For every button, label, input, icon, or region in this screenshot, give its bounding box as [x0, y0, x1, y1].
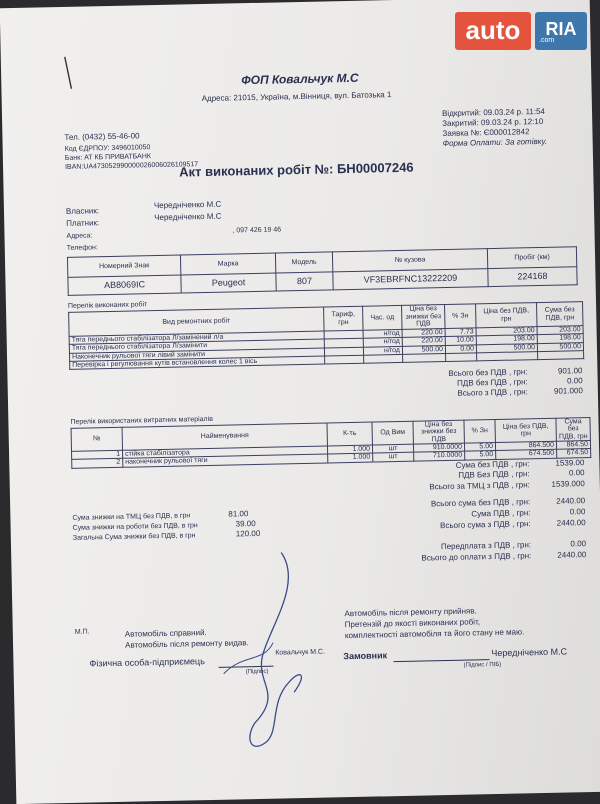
materials-total-value: 1539.00 [555, 458, 585, 468]
works-header-time: Час. од [363, 305, 402, 330]
opened-date: Відкритий: 09.03.24 р. 11:54 [441, 106, 546, 119]
table-row: Наконечник рульової тяги лівий замінити н/год 500.00 0.00 500.00 500.00 [69, 342, 583, 361]
works-vat-label: ПДВ без ПДВ , грн: [457, 377, 528, 388]
prepayment-value: 0.00 [570, 539, 587, 549]
works-total-value: 901.00 [557, 366, 583, 376]
sign-right-hint: (Підпис / ПІБ) [463, 661, 502, 669]
works-header-sum: Сума без ПДВ, грн [537, 302, 583, 327]
discount-total-value: 120.00 [235, 528, 261, 539]
works-total-vat-value: 901.000 [553, 386, 583, 396]
phone-label: Телефон: [66, 244, 98, 252]
address-label: Адреса: [66, 232, 93, 240]
to-pay-label: Всього до оплати з ПДВ , грн: [421, 551, 532, 563]
works-header-discount: % Зн [445, 304, 476, 329]
works-header-rate: Тариф, грн [324, 306, 363, 331]
table-row: Перевірка і регулювання кутів встановлення колес 1 вісь [70, 351, 584, 370]
materials-header-unit: Од Вим [372, 421, 413, 445]
works-caption: Перелік виконаних робіт [67, 301, 148, 310]
watermark-auto: auto [455, 12, 531, 50]
footer-right-line2: Претензій до якості виконаних робіт, [344, 617, 481, 630]
materials-total-vat-value: 1539.000 [551, 479, 585, 489]
sign-right-name: Чередніченко М.С [491, 646, 568, 659]
vehicle-make: Peugeot [181, 273, 276, 293]
vehicle-model: 807 [276, 272, 333, 291]
discount-works-label: Сума знижки на роботи без ПДВ, в грн [72, 522, 198, 532]
works-total-label: Всього без ПДВ , грн: [448, 367, 528, 378]
discount-goods-label: Сума знижки на ТМЦ без ПДВ, в грн [72, 512, 191, 522]
to-pay-value: 2440.00 [557, 550, 587, 560]
payer-label: Платник: [66, 218, 100, 228]
vehicle-table [67, 246, 578, 296]
company-phone: Тел. (0432) 55-46-00 [64, 131, 140, 142]
payer-name: Чередніченко М.С [154, 211, 222, 223]
discount-total-label: Загальна Сума знижки без ПДВ, в грн [72, 532, 196, 542]
table-row: 1 стійка стабілізатора 1.000 шт 910.0000 5.00 864.500 864.50 [72, 441, 591, 460]
works-vat-value: 0.00 [566, 376, 583, 386]
vehicle-header-make: Марка [180, 253, 275, 275]
owner-label: Власник: [65, 206, 100, 216]
company-bank: Банк: АТ КБ ПРИВАТБАНК [64, 153, 152, 162]
materials-header-name: Найменування [122, 423, 327, 450]
vehicle-mileage: 224168 [488, 267, 577, 287]
order-number: Заявка №: Є000012842 [442, 127, 530, 139]
company-name: ФОП Ковальчук М.С [241, 70, 359, 88]
works-total-vat-label: Всього з ПДВ , грн: [457, 387, 528, 398]
materials-header-num: № [71, 427, 122, 451]
materials-vat-value: 0.00 [568, 468, 585, 478]
sign-left-label: Фізична особа-підприємець [89, 656, 205, 669]
sign-right-label: Замовник [343, 650, 388, 662]
table-row: 2 наконечник рульової тяги 1.000 шт 710.0000 5.00 674.500 674.50 [72, 449, 591, 468]
table-row: Тяга переднього стабілізатора Л/замінений л/а н/год 220.00 7.73 203.00 203.00 [69, 326, 583, 345]
materials-vat-label: ПДВ Без ПДВ , грн: [458, 469, 530, 480]
works-table [68, 301, 584, 370]
grand-total-value: 2440.00 [556, 496, 586, 506]
sign-left-name: Ковальчук М.С. [275, 648, 326, 657]
materials-total-vat-label: Всього за ТМЦ з ПДВ , грн: [429, 480, 530, 492]
vehicle-header-mileage: Пробіг (км) [487, 247, 576, 269]
grand-total-label: Всього сума без ПДВ , грн: [430, 497, 531, 509]
footer-right-line3: комплектності автомобіля та його стану не маю. [344, 627, 525, 641]
grand-total-vat-value: 2440.00 [556, 518, 586, 528]
vehicle-header-vin: № кузова [332, 249, 487, 272]
footer-left-line2: Автомобіль після ремонту видав. [125, 638, 249, 650]
discount-works-value: 39.00 [235, 519, 256, 529]
materials-header-discount: % Зн [464, 419, 495, 443]
works-header-name: Вид ремонтних робіт [69, 307, 324, 336]
company-address: Адреса: 21015, Україна, м.Вінниця, вул. Батозька 1 [201, 90, 392, 104]
grand-vat-value: 0.00 [569, 507, 586, 517]
discount-goods-value: 81.00 [228, 509, 249, 519]
grand-vat-label: Сума ПДВ , грн: [471, 508, 531, 519]
vehicle-header-plate: Номерний Знак [67, 255, 180, 277]
handwritten-signature-icon [211, 541, 336, 763]
materials-total-label: Сума без ПДВ , грн: [455, 459, 530, 470]
materials-caption: Перелік використаних витратних матеріалів [70, 415, 213, 426]
materials-header-sum: Сума без ПДВ, грн [556, 417, 590, 441]
footer-right-line1: Автомобіль після ремонту прийняв. [344, 606, 477, 619]
materials-header-qty: К-ть [327, 422, 372, 446]
table-row: Тяга переднього стабілізатора Л/замінити н/год 220.00 10.00 198.00 198.00 [69, 334, 583, 353]
watermark-ria: RIA [535, 12, 587, 50]
pen-mark-icon [61, 55, 82, 95]
owner-name: Чередніченко М.С [153, 199, 222, 211]
grand-total-vat-label: Всього сума з ПДВ , грн: [440, 519, 531, 531]
sign-left-hint: (Підпис) [245, 668, 269, 676]
vehicle-plate: АВ8069ІС [68, 275, 181, 295]
company-iban: IBAN:UA473052990000026006026109517 [65, 161, 199, 171]
document-title: Акт виконаних робіт №: БН00007246 [179, 159, 414, 180]
company-edrpou: Код ЄДРПОУ: 3496010050 [64, 144, 151, 153]
vehicle-vin: VF3EBRFNC13222209 [333, 269, 488, 290]
watermark-com: .com [539, 37, 555, 44]
autoria-watermark [455, 10, 587, 54]
stamp-place: М.П. [74, 628, 90, 636]
footer-left-line1: Автомобіль справний. [124, 628, 207, 639]
materials-header-price: Ціна без ПДВ, грн [495, 418, 556, 442]
works-header-price: Ціна без ПДВ, грн [476, 303, 537, 328]
prepayment-label: Передплата з ПДВ , грн: [440, 540, 532, 552]
client-phone: , 097 426 19 46 [232, 226, 282, 235]
vehicle-header-model: Модель [275, 252, 332, 273]
closed-date: Закритий: 09.03.24 р. 12:10 [442, 116, 544, 129]
materials-header-price-raw: Ціна без знижки без ПДВ [413, 420, 464, 444]
payment-form: Форма Оплати: За готівку. [442, 136, 548, 149]
works-header-price-raw: Ціна без знижки без ПДВ [402, 305, 445, 330]
